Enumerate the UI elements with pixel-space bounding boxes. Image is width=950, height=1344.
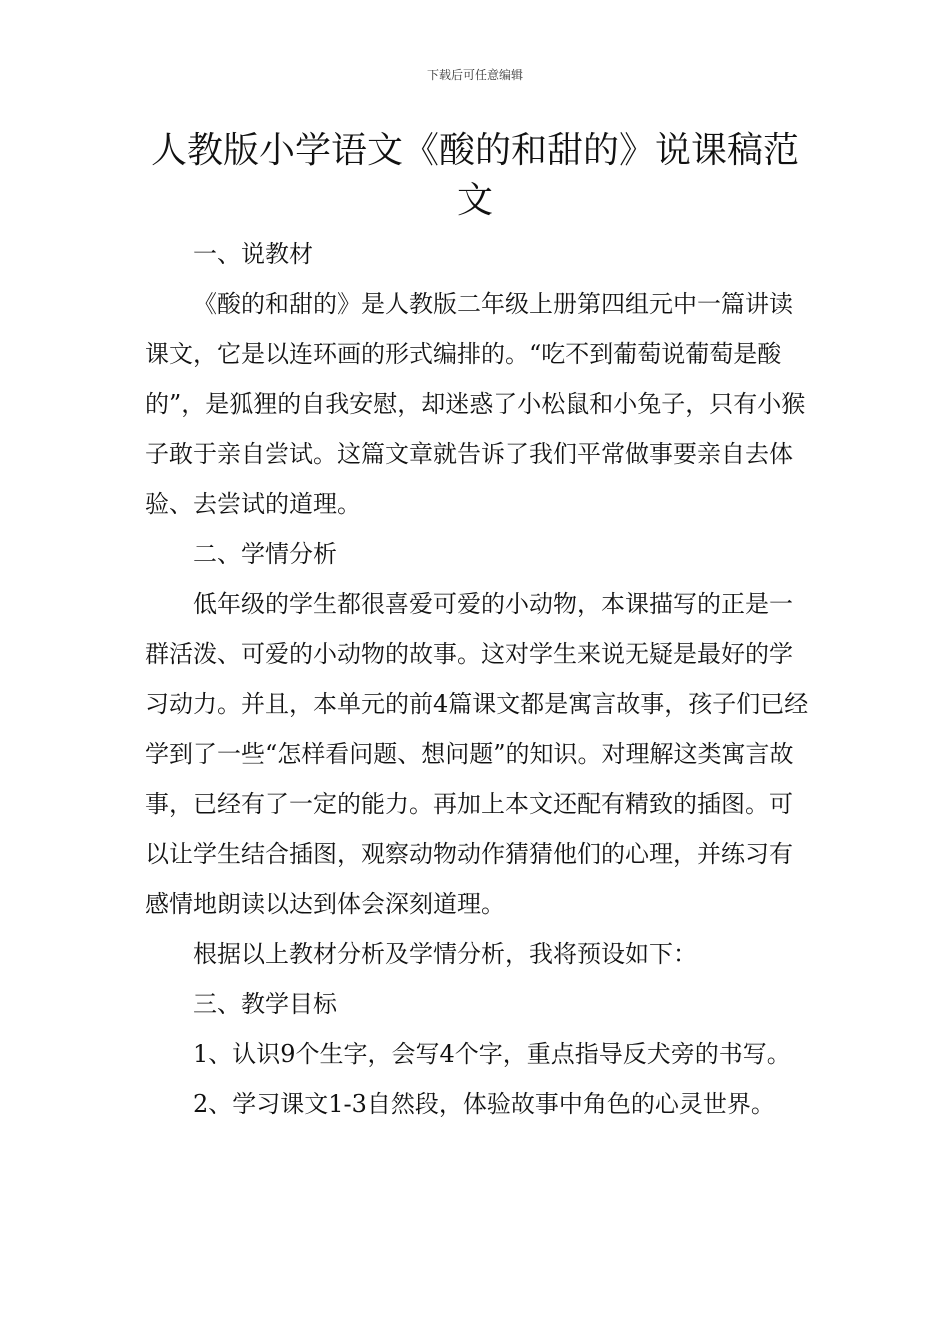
header-note: 下载后可任意编辑 xyxy=(426,68,523,82)
document-title: 人教版小学语文《酸的和甜的》说课稿范文 xyxy=(150,130,799,221)
section-heading-1: 一、说教材 xyxy=(193,240,313,268)
section-heading-2: 二、学情分析 xyxy=(193,540,337,568)
paragraph-textbook: 《酸的和甜的》是人教版二年级上册第四组元中一篇讲读课文，它是以连环画的形式编排的。“吃不到葡萄说葡萄是酸的”，是狐狸的自我安慰，却迷惑了小松鼠和小兔子，只有小猴子敢于亲自尝试。这篇文章就告诉了我们平常做事要亲自去体验、去尝试的道理。 xyxy=(145,290,806,518)
goal-item-2: 2、学习课文1-3自然段，体验故事中角色的心灵世界。 xyxy=(193,1090,775,1118)
document-body xyxy=(145,229,810,1129)
paragraph-student-analysis: 低年级的学生都很喜爱可爱的小动物，本课描写的正是一群活泼、可爱的小动物的故事。这对学生来说无疑是最好的学习动力。并且，本单元的前4篇课文都是寓言故事，孩子们已经学到了一些“怎样看问题、想问题”的知识。对理解这类寓言故事，已经有了一定的能力。再加上本文还配有精致的插图。可以让学生结合插图，观察动物动作猜猜他们的心理，并练习有感情地朗读以达到体会深刻道理。 xyxy=(145,590,809,918)
paragraph-transition: 根据以上教材分析及学情分析，我将预设如下： xyxy=(193,940,697,968)
goal-item-1: 1、认识9个生字，会写4个字，重点指导反犬旁的书写。 xyxy=(193,1040,791,1068)
section-heading-3: 三、教学目标 xyxy=(193,990,337,1018)
